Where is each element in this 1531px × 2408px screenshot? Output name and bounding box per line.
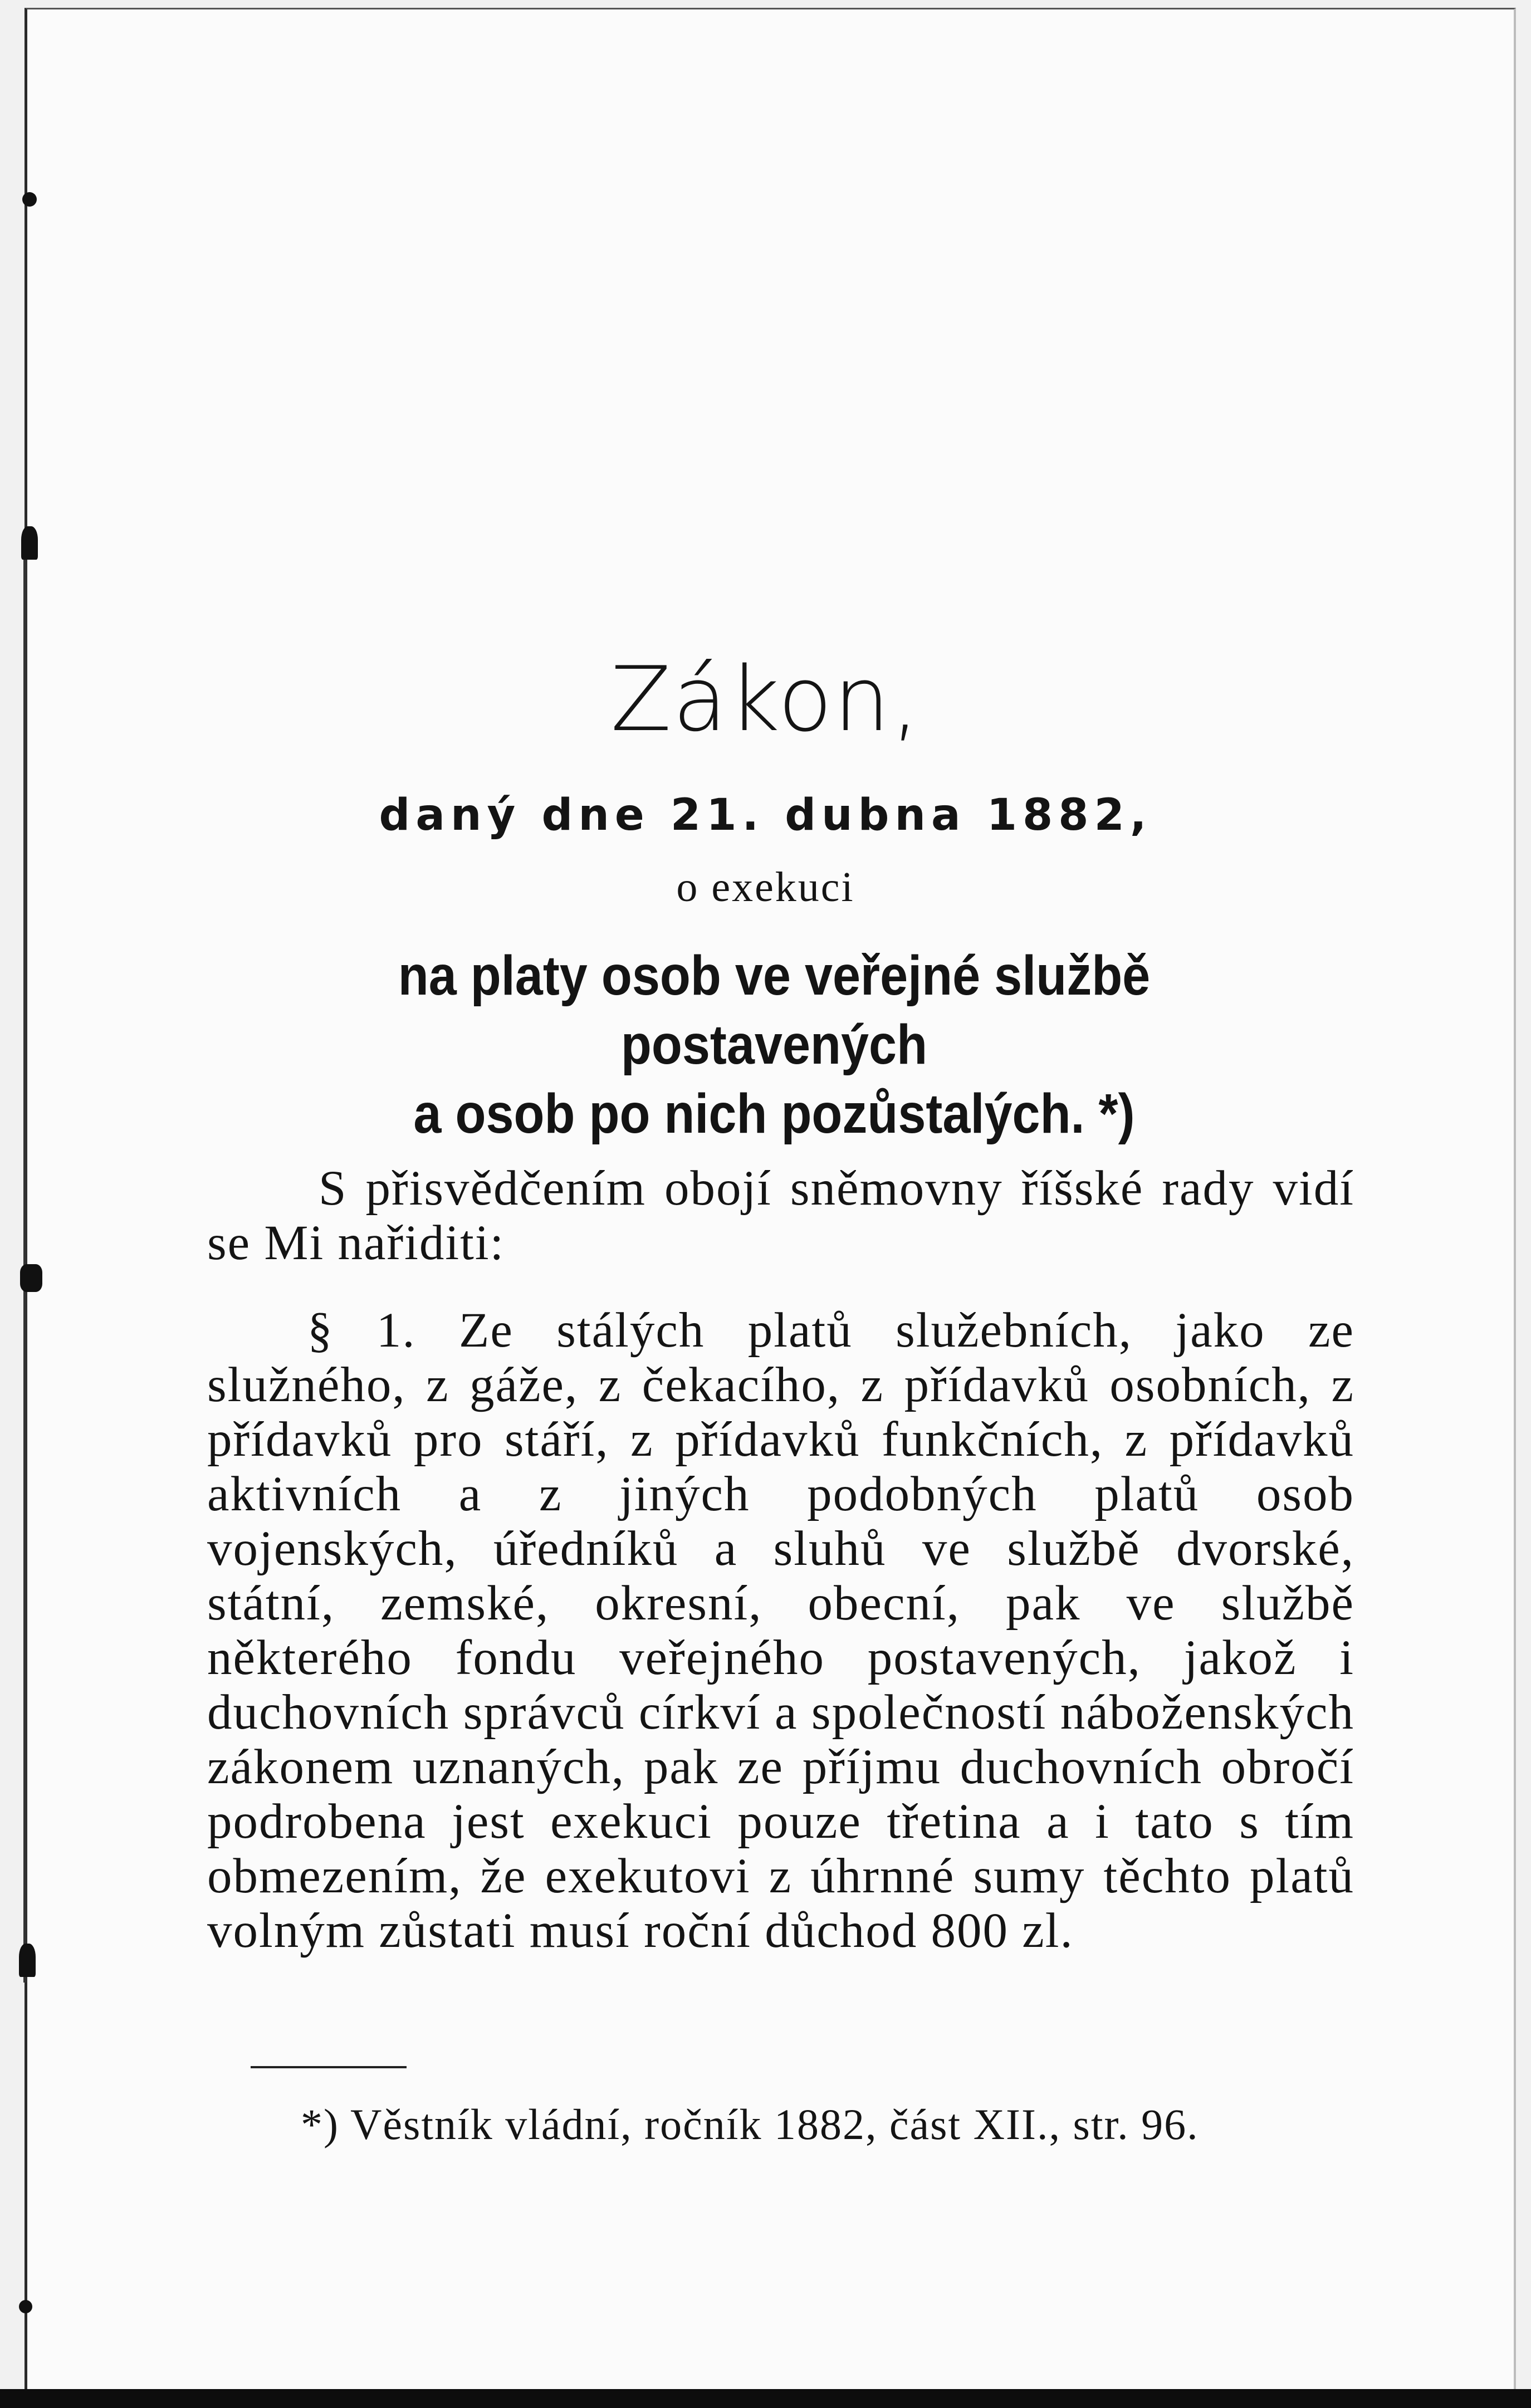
binding-mark — [20, 1264, 42, 1292]
footnote-rule — [251, 2066, 407, 2068]
binding-mark — [21, 526, 38, 560]
preamble-paragraph: S přisvědčením obojí sněmovny říšské rady vidí se Mi nařiditi: — [207, 1161, 1354, 1270]
footnote: *) Věstník vládní, ročník 1882, část XII., str. 96. — [301, 2100, 1199, 2148]
binding-mark — [19, 1944, 36, 1977]
law-heading — [248, 941, 1300, 1148]
binding-mark — [22, 192, 37, 207]
heading-line: a osob po nich pozůstalých. *) — [413, 1083, 1135, 1145]
heading-line: na platy osob ve veřejné službě postavených — [398, 944, 1151, 1076]
law-subject: o exekuci — [676, 864, 855, 911]
law-date: daný dne 21. dubna 1882, — [379, 790, 1152, 840]
section-1-paragraph: § 1. Ze stálých platů služebních, jako ze služného, z gáže, z čekacího, z přídavků osobních, z přídavků pro stáří, z přídavků funkčních, z přídavků aktivních a z jiných podobných platů osob vojenských, úředníků a sluhů ve službě dvorské, státní, zemské, okresní, obecní, pak ve službě některého fondu veřejného postavených, jakož i duchovních správců církví a společností náboženských zákonem uznaných, pak ze příjmu duchovních obročí podrobena jest exekuci pouze třetina a i tato s tím obmezením, že exekutovi z úhrnné sumy těchto platů volným zůstati musí roční důchod 800 zl. — [207, 1303, 1354, 1958]
law-title: Zákon, — [610, 647, 921, 751]
binding-mark — [19, 2300, 32, 2313]
scan-bottom-edge — [0, 2389, 1531, 2408]
